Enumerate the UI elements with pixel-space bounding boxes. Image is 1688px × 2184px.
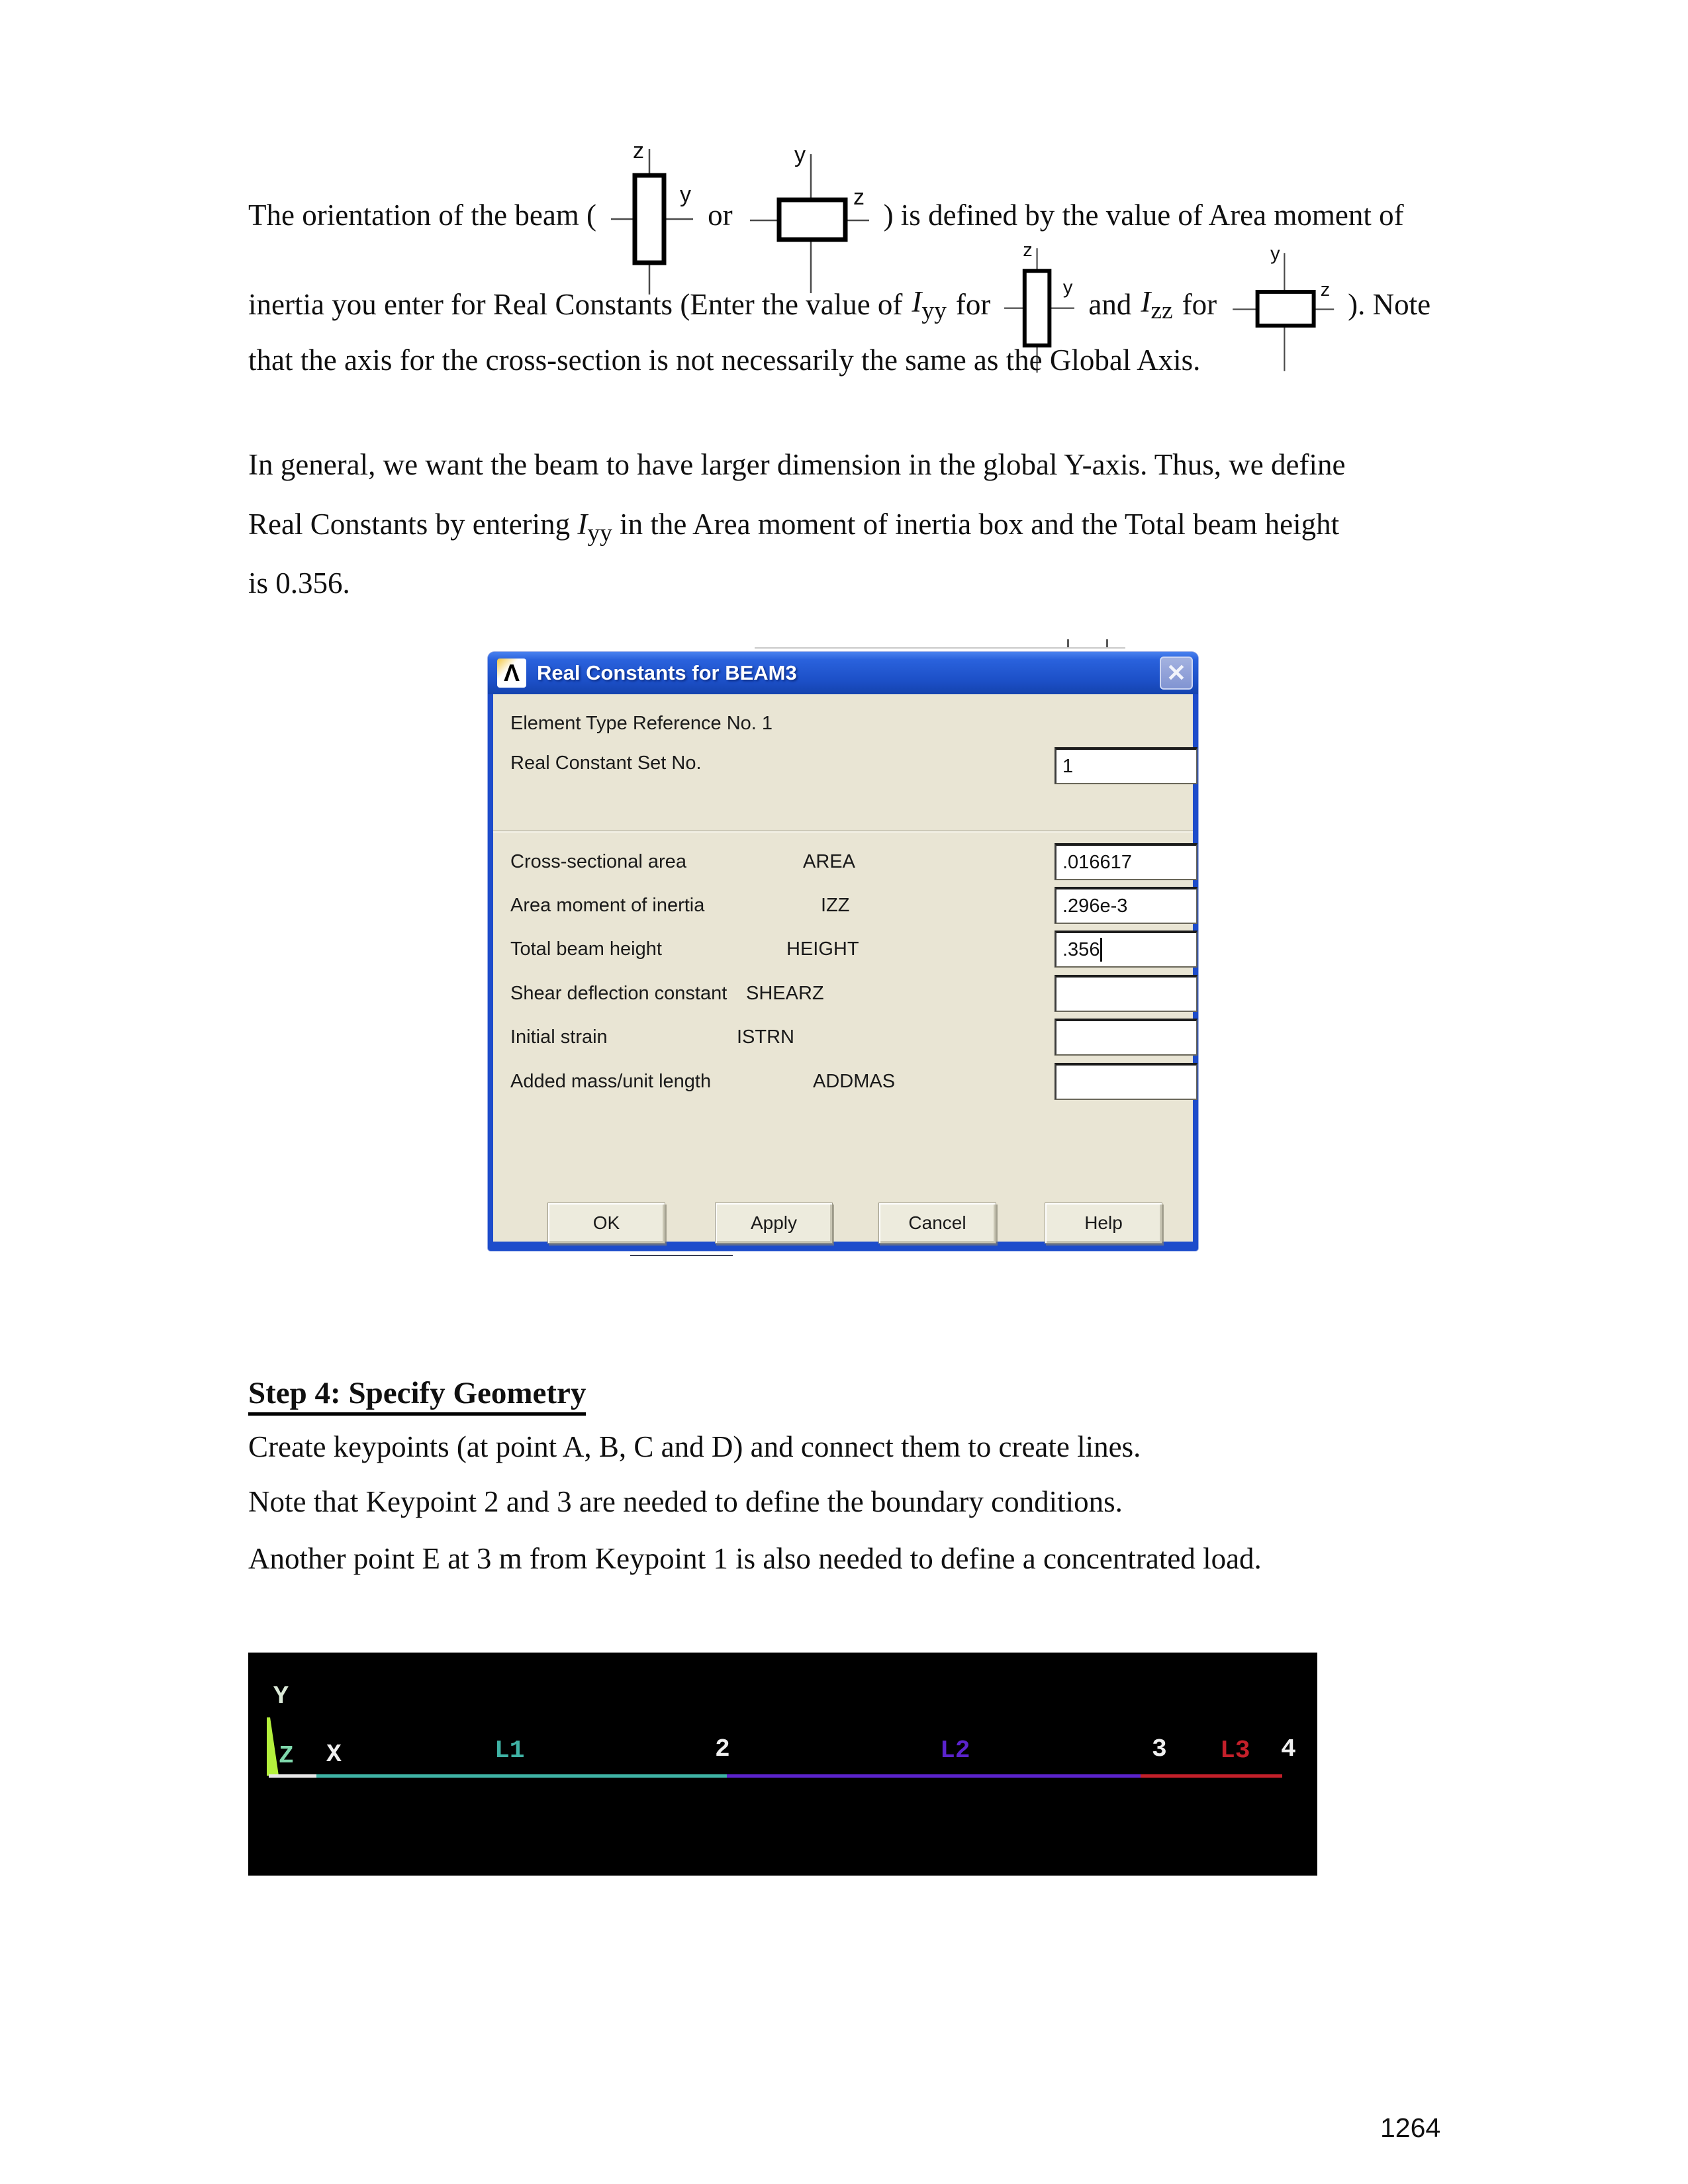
y-axis-label: y xyxy=(1270,243,1280,264)
iyy-symbol: $I_{yy}$ xyxy=(577,508,612,547)
field-row-shearz xyxy=(493,975,1193,1012)
text-run: inertia you enter for Real Constants (Enter the value of xyxy=(248,288,903,321)
keypoint-4-label: 4 xyxy=(1281,1735,1296,1764)
step4-line1: Create keypoints (at point A, B, C and D) and connect them to create lines. xyxy=(248,1430,1141,1463)
y-axis-label: y xyxy=(1063,276,1073,298)
keypoint-2-label: 2 xyxy=(715,1735,730,1764)
cancel-button[interactable]: Cancel xyxy=(878,1203,996,1244)
text-run: in the Area moment of inertia box and the Total beam height xyxy=(620,508,1340,541)
height-value: .356 xyxy=(1062,938,1100,960)
z-axis-label: Z xyxy=(279,1742,294,1770)
beam-cross-section xyxy=(1025,271,1050,345)
field-label: Total beam height xyxy=(510,938,662,960)
field-label: Shear deflection constant xyxy=(510,983,727,1004)
text-run: The orientation of the beam ( xyxy=(248,199,597,232)
dialog-body xyxy=(493,694,1193,1242)
line-L3-label: L3 xyxy=(1220,1737,1250,1765)
y-axis-label: Y xyxy=(273,1682,289,1711)
istrn-input[interactable] xyxy=(1055,1019,1197,1056)
paragraph1-line3: that the axis for the cross-section is not necessarily the same as the Global Axis. xyxy=(248,343,1201,377)
field-row-addmas xyxy=(493,1063,1193,1100)
field-code: IZZ xyxy=(821,895,850,916)
text-run: and xyxy=(1088,288,1132,321)
step4-line3: Another point E at 3 m from Keypoint 1 is also needed to define a concentrated load. xyxy=(248,1542,1262,1575)
line-L1 xyxy=(316,1774,727,1778)
x-axis-label: X xyxy=(326,1741,342,1769)
y-axis-arrow xyxy=(267,1717,279,1776)
izz-symbol: $I_{zz}$ xyxy=(1141,285,1173,324)
text-run: Real Constants by entering xyxy=(248,508,571,541)
origin-segment xyxy=(269,1774,316,1778)
field-label: Added mass/unit length xyxy=(510,1071,712,1092)
text-run: for xyxy=(1182,288,1217,321)
field-row-area xyxy=(493,843,1193,880)
close-icon: ✕ xyxy=(1166,659,1187,686)
beam-cross-section xyxy=(779,200,845,240)
addmas-input[interactable] xyxy=(1055,1063,1197,1100)
iyy-symbol: $I_{yy}$ xyxy=(912,285,947,324)
field-row-height xyxy=(493,931,1193,968)
step4-heading: Step 4: Specify Geometry xyxy=(248,1375,586,1416)
set-no-label: Real Constant Set No. xyxy=(510,752,702,774)
shearz-input[interactable] xyxy=(1055,975,1197,1012)
area-value: .016617 xyxy=(1062,851,1132,873)
dialog-title: Real Constants for BEAM3 xyxy=(537,661,797,684)
step4-line2: Note that Keypoint 2 and 3 are needed to define the boundary conditions. xyxy=(248,1485,1123,1518)
geometry-plot xyxy=(248,1653,1317,1876)
field-label: Cross-sectional area xyxy=(510,851,686,872)
field-code: SHEARZ xyxy=(746,983,824,1004)
text-run: or xyxy=(708,199,733,232)
line-L2 xyxy=(727,1774,1141,1778)
background-window-edge xyxy=(755,647,1125,649)
z-axis-label: z xyxy=(633,138,645,163)
field-label: Area moment of inertia xyxy=(510,895,705,916)
z-axis-label: z xyxy=(1023,239,1033,261)
set-no-value: 1 xyxy=(1062,755,1074,777)
real-constants-dialog xyxy=(488,652,1198,1251)
line-L1-label: L1 xyxy=(494,1737,525,1765)
paragraph2-line1: In general, we want the beam to have larger dimension in the global Y-axis. Thus, we define xyxy=(248,448,1346,481)
field-code: HEIGHT xyxy=(786,938,859,960)
z-axis-label: z xyxy=(1320,279,1331,300)
dialog-titlebar[interactable] xyxy=(488,652,1198,694)
close-button[interactable] xyxy=(1160,657,1193,690)
help-button[interactable]: Help xyxy=(1045,1203,1162,1244)
line-L2-label: L2 xyxy=(940,1737,970,1765)
separator xyxy=(493,831,1193,833)
field-code: ISTRN xyxy=(737,1026,794,1048)
apply-button[interactable]: Apply xyxy=(715,1203,833,1244)
background-window-edge xyxy=(630,1255,733,1256)
izz-input[interactable] xyxy=(1055,887,1197,924)
line-L3 xyxy=(1141,1774,1282,1778)
element-type-reference: Element Type Reference No. 1 xyxy=(510,713,773,734)
text-run: for xyxy=(955,288,991,321)
field-row-istrn xyxy=(493,1019,1193,1056)
text-cursor xyxy=(1100,938,1102,962)
izz-value: .296e-3 xyxy=(1062,895,1128,917)
y-axis-label: y xyxy=(680,182,692,207)
beam-cross-section xyxy=(1258,291,1314,325)
z-axis-label: z xyxy=(853,185,865,210)
paragraph2-line2 xyxy=(248,507,1339,547)
area-input[interactable] xyxy=(1055,843,1197,880)
ok-button[interactable]: OK xyxy=(547,1203,665,1244)
keypoint-3-label: 3 xyxy=(1152,1735,1167,1764)
text-run: ) is defined by the value of Area moment of xyxy=(883,199,1404,232)
page-number: 1264 xyxy=(1380,2113,1441,2143)
paragraph2-line3: is 0.356. xyxy=(248,567,350,600)
y-axis-label: y xyxy=(794,142,806,167)
ansys-logo-icon: Λ xyxy=(497,659,526,688)
field-code: AREA xyxy=(803,851,855,872)
set-no-input[interactable] xyxy=(1055,747,1197,784)
field-code: ADDMAS xyxy=(813,1071,896,1092)
height-input[interactable] xyxy=(1055,931,1197,968)
beam-section-horizontal-diagram xyxy=(1226,237,1338,373)
text-run: ). Note xyxy=(1348,288,1431,321)
field-label: Initial strain xyxy=(510,1026,608,1048)
field-row-izz xyxy=(493,887,1193,924)
